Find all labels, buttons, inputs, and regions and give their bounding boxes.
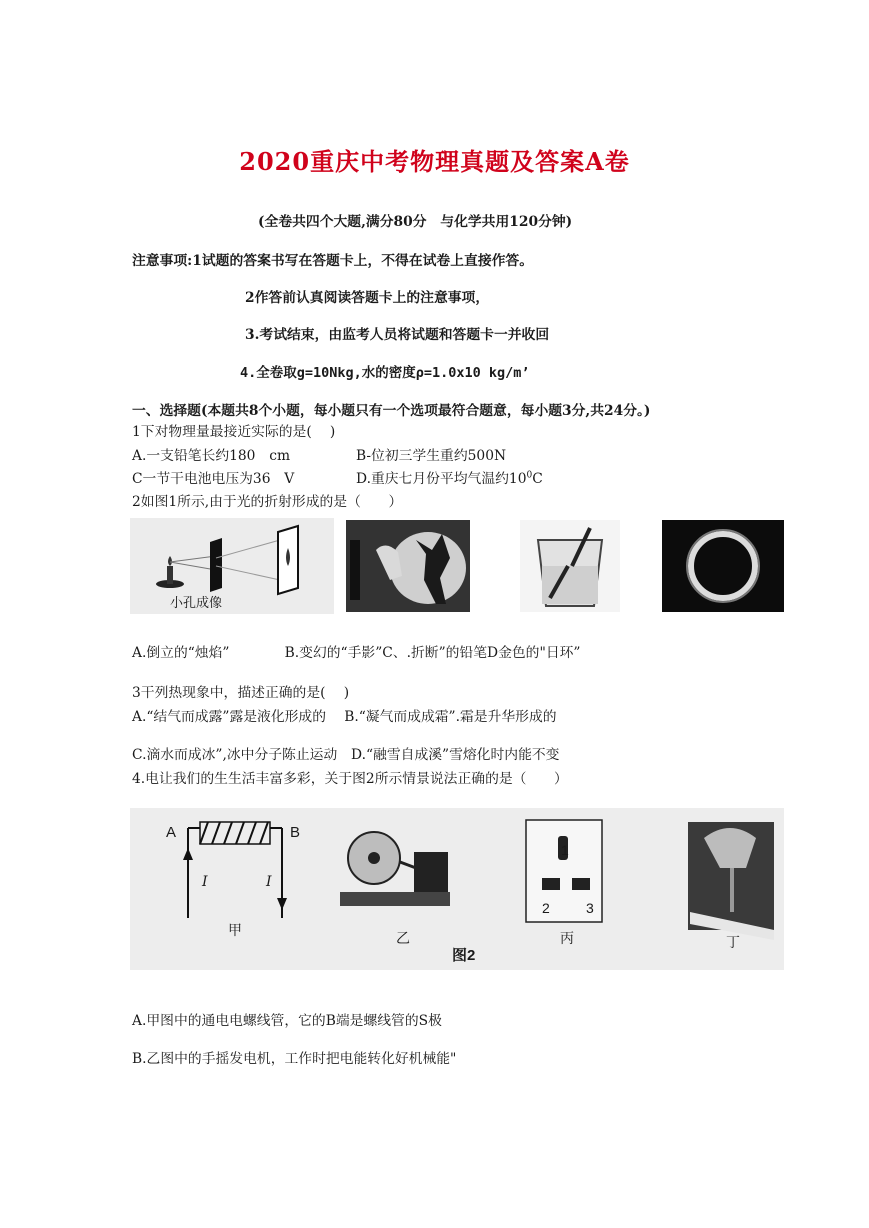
- pencil-in-glass-image: [520, 520, 620, 612]
- hand-shadow-image: [346, 520, 470, 612]
- q3-options-cd: C.滴水而成冰”,冰中分子陈止运动 D.“融雪自成溪”雪熔化时内能不变: [132, 747, 560, 763]
- figure-2: [130, 808, 784, 970]
- current-label-right: I: [266, 874, 272, 890]
- note-2: 2作答前认真阅读答题卡上的注意事项，: [245, 290, 490, 306]
- solenoid-end-b: B: [290, 824, 301, 841]
- q1-option-b: B-位初三学生重约500N: [356, 448, 507, 464]
- pinhole-image: [130, 518, 334, 614]
- pinhole-label: 小孔成像: [170, 596, 223, 611]
- fig-label-bing: 丙: [560, 931, 574, 947]
- q3-stem: 3干列热现象中，描述正确的是( ): [132, 685, 350, 701]
- fig-label-ding: 丁: [726, 935, 740, 951]
- q4-option-a: A.甲图中的通电电螺线管，它的B端是螺线管的S极: [132, 1013, 442, 1029]
- q2-options: A.倒立的“烛焰” B.变幻的“手影”C、.折断”的铅笔D金色的"日环”: [132, 645, 581, 661]
- q1-option-d: D.重庆七月份平均气温约$10^0C$: [356, 470, 543, 487]
- annular-eclipse-image: [662, 520, 784, 612]
- socket-pin-1: 1: [561, 842, 569, 858]
- q4-option-b: B.乙图中的手摇发电机，工作时把电能转化好机械能": [132, 1051, 457, 1067]
- note-3: 3.考试结束，由监考人员将试题和答题卡一并收回: [245, 327, 550, 343]
- q4-stem: 4.电让我们的生生活丰富多彩，关于图2所示情景说法正确的是（ ）: [132, 771, 568, 787]
- page-title: 2020重庆中考物理真题及答案A卷: [239, 147, 630, 176]
- figure-2-caption: 图2: [452, 947, 476, 964]
- note-4: 4.全卷取g=10Nkg,水的密度ρ=1.0x10 kg/m’: [240, 365, 530, 381]
- q1-option-a: A.一支铅笔长约180 cm: [132, 448, 291, 464]
- solenoid-end-a: A: [166, 824, 177, 841]
- fig-label-yi: 乙: [396, 931, 410, 947]
- q2-stem: 2如图1所示,由于光的折射形成的是（ ）: [132, 494, 403, 510]
- socket-pin-2: 2: [542, 900, 550, 916]
- q1-option-c: C一节干电池电压为36 V: [132, 471, 295, 487]
- exam-subtitle: (全卷共四个大题,满分80分 与化学共用120分钟): [258, 214, 573, 230]
- q1-stem: 1下对物理量最接近实际的是( ): [132, 424, 336, 440]
- fig-label-jia: 甲: [228, 923, 242, 939]
- section-heading: 一、选择题(本题共8个小题，每小题只有一个选项最符合题意，每小题3分,共24分。): [132, 403, 651, 419]
- socket-pin-3: 3: [586, 900, 594, 916]
- note-1: 注意事项:1试题的答案书写在答题卡上，不得在试卷上直接作答。: [132, 253, 534, 269]
- q3-options-ab: A.“结气而成露”露是液化形成的 B.“凝气而成成霜”.霜是升华形成的: [132, 709, 557, 725]
- current-label-left: I: [202, 874, 208, 890]
